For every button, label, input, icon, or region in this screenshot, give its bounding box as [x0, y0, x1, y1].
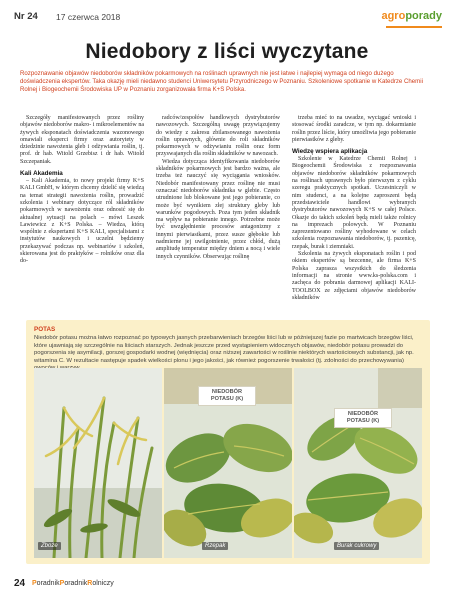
photo-caption: Zboże: [38, 542, 61, 550]
footer-publication: PoradnikPoradnikRolniczy: [32, 580, 114, 587]
issue-number: Nr 24: [14, 11, 38, 22]
column-paragraph: Szkolenie w Katedrze Chemii Rolnej i Biogeochemii Środowiska z rozpoznawania objawów niedoborów składników pokarmowych na roślinach uprawnych było pierwszym z cyklu szeregu praktycznych spotkań. Uczestniczyli w nim studenci, a na kolejne zaproszeni będą przedstawiciele handlowi wybranych dystrybutorów nawozowych K+S w całej Polsce. Okazje do takich szkoleń będą mieli także rolnicy na imprezach polowych. W Poznaniu zaprezentowano rośliny wyhodowane w celach szkolenia rozpoznawania niedoborów, tj. pszenicę, rzepak, burak i ziemniaki.: [292, 156, 416, 250]
column-paragraph: Szczegóły manifestowanych przez rośliny objawów niedoborów makro- i mikroelementów na żywych eksponatach doświadczenia wazonowego omawiali eksperci firmy oraz autorytety w dziedzinie nawożenia gleb i odżywiania roślin, tj. prof. dr hab. Witold Grzebisz i dr hab. Witold Szczepaniak.: [20, 115, 144, 165]
brand-agro: agro: [381, 10, 406, 22]
photo-caption: Burak cukrowy: [334, 542, 379, 550]
column-paragraph: Wiedza dotycząca identyfikowania niedoborów składników pokarmowych jest bardzo ważna, ale trzeba też nauczyć się wyciągania wniosków. Niedobór manifestowany przez roślinę nie musi oznaczać niedoborów składnika w glebie. Często utrudnione lub blokowane jest jego pobieranie, co może być wynikiem złej struktury gleby lub warunków pogodowych. Poza tym jeden składnik ma wpływ na pobieranie innego. Potrzebne może być uwzględnienie procesów antagonizmy z innymi pierwiastkami, przez susze głębokie lub nadmierne jej uwilgotnienie, przez chłód, dużą amplitudę temperatur między dniem a nocą i wiele innych czynników. Obserwując roślinę: [156, 158, 280, 260]
page-header: [14, 10, 442, 26]
section-heading-aplikacja: Wiedzę wspiera aplikacja: [292, 148, 368, 156]
article-headline: Niedobory z liści wyczytane: [85, 40, 369, 63]
page-number: 24: [14, 578, 26, 589]
column-paragraph: radców/zespołów handlowych dystrybutorów nawozowych. Szczególną uwagę przywiązujemy do wiedzy z zakresu zbilansowanego nawożenia roślin uprawnych, głównie do roli składników pokarmowych w odżywianiu roślin oraz form przyswajanych dla roślin składników w nawozach.: [156, 115, 280, 158]
column-paragraph: – Kali Akademia, to nowy projekt firmy K+S KALI GmbH, w którym chcemy dzielić się wiedzą na temat strategii nawożenia roślin, prowadzić szkolenia i webinary dotyczące ról składników pokarmowych w nawożeniu oraz odnosić się do aktualnej sytuacji na polach – mówi Leszek Lawiewicz z K+S Polska. – Wiedza, którą wspólnie z ekspertami K+S KALI, specjalistami z instytutów naukowych i uczelni będziemy przekazywać podczas np. webinariów i szkoleń, skierowana jest do praktyków – rolników oraz dla do-: [20, 178, 144, 265]
section-heading-kali-akademia: Kali Akademia: [20, 170, 63, 178]
photo-zboze: [34, 368, 162, 558]
photo-rzepak: [164, 368, 292, 558]
box-text: Niedobór potasu można łatwo rozpoznać po typowych jasnych przebarwieniach brzegów liści lub w późniejszej fazie po martwicach brzegów liści, które ujawniają się szczególnie na liściach starszych. Jednak jeszcze przed wystąpieniem widocznych objawów, niedobór potasu prowadzi do pogorszenia się asymilacji, gorszej gospodarki wodnej (więdnięcia) oraz niższej zawartości w roślinie niektórych wartościowych substancji, jak np. witamina C. W rezultacie następuje spadek wielkości plonu i jego jakości, jak również pogorszenie trwałości (tj. zdolności do przechowywania): [34, 335, 414, 364]
column-paragraph: trzeba mieć to na uwadze, wyciągać wnioski i stosować środki zaradcze, w tym np. dokarmianie roślin przez liście, który umożliwia jego pobieranie pierwiastków z gleby.: [292, 115, 416, 143]
beet-photo-icon: [294, 368, 422, 558]
article-lead: Rozpoznawanie objawów niedoborów składników pokarmowych na roślinach uprawnych nie jest łatwe i najlepiej wymaga od niego dużego doświadczenia ekspertów. Taka okazję mieli niedawno studenci Uniwersytetu Przyrodniczego w Poznaniu. Szkoleniowe spotkanie w Katedrze Chemii Rolnej i Biogeochemii Środowiska UP w Poznaniu zorganizowała firma K+S Polska.: [20, 70, 423, 94]
box-title: POTAS: [34, 326, 56, 333]
potas-info-box: [26, 320, 430, 564]
issue-date: 17 czerwca 2018: [56, 12, 121, 22]
column-paragraph: Szkolenia na żywych eksponatach roślin i pod okiem ekspertów są bezcenne, ale firma K+S Polska zaprasza wszystkich do śledzenia informacji na stronie www.ks-polska.com i zachęca do pobrania darmowej aplikacji KALI-TOOLBOX ze zdjęciami objawów niedoborów składników: [292, 251, 416, 301]
nutrient-tag: NIEDOBÓR POTASU (K): [198, 386, 256, 406]
wheat-photo-icon: [34, 368, 162, 558]
brand-logo[interactable]: [381, 10, 442, 22]
brand-underline: [386, 26, 442, 28]
article-column-3: [292, 115, 416, 302]
brand-porady: porady: [405, 10, 442, 22]
article-column-2: [156, 115, 280, 261]
photo-caption: Rzepak: [202, 542, 228, 550]
photo-burak: [294, 368, 422, 558]
nutrient-tag: NIEDOBÓR POTASU (K): [334, 408, 392, 428]
photo-strip: [34, 368, 422, 558]
article-column-1: [20, 115, 144, 266]
